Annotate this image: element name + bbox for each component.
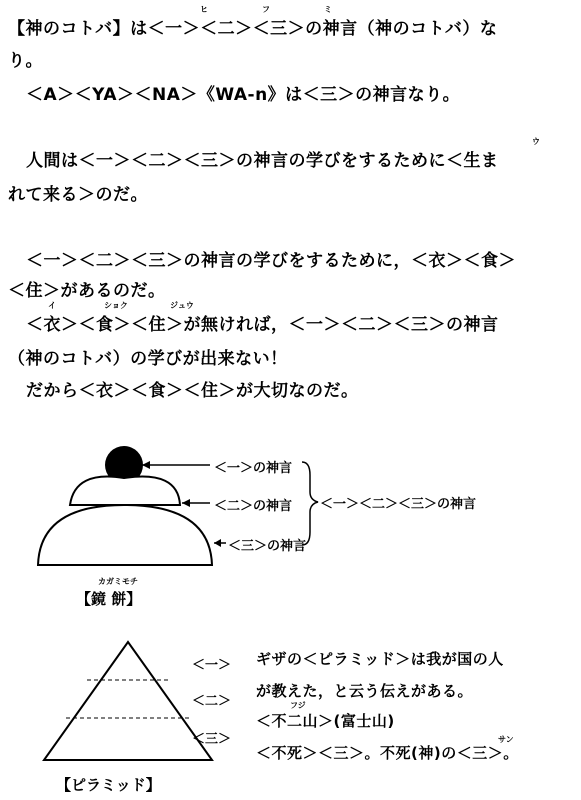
text-line-6: ＜一＞＜二＞＜三＞の神言の学びをするために，＜衣＞＜食＞ [26, 251, 516, 271]
text-line-9: （神のコトバ）の学びが出来ない！ [8, 349, 288, 369]
mochi-upper [70, 477, 180, 505]
text-line-1: 【神のコトバ】は＜一＞＜二＞＜三＞の神言（神のコトバ）な [8, 19, 498, 39]
text-line-4: 人間は＜一＞＜二＞＜三＞の神言の学びをするために＜生ま [26, 151, 499, 171]
pyramid-mark-1: ＜一＞ [192, 658, 232, 673]
pyramid-text-2: が教えた，と云う伝えがある。 [256, 682, 474, 700]
text-line-7: ＜住＞があるのだ。 [8, 281, 166, 301]
pyramid-text-3-ruby: フジ [290, 701, 306, 710]
text-line-3: ＜A＞＜YA＞＜NA＞《WA-n》は＜三＞の神言なり。 [26, 85, 461, 105]
pyramid-text-3: ＜不二山＞(富士山) [256, 712, 395, 730]
kagami-label-3: ＜三＞の神言 [228, 539, 307, 554]
pyramid-caption: 【ピラミッド】 [56, 776, 161, 794]
ruby-hi: ヒ [200, 5, 208, 14]
pyramid-shape [44, 642, 212, 760]
pyramid-text-1: ギザの＜ピラミッド＞は我が国の人 [256, 650, 504, 668]
ruby-mi: ミ [324, 5, 332, 14]
ruby-fu: フ [262, 5, 270, 14]
text-line-2: り。 [8, 51, 43, 71]
text-line-5: れて来る＞のだ。 [8, 185, 148, 205]
kagami-summary: ＜一＞＜二＞＜三＞の神言 [320, 497, 477, 512]
kagami-label-2: ＜二＞の神言 [214, 499, 293, 514]
ruby-i: イ [48, 301, 56, 310]
kagami-label-1: ＜一＞の神言 [214, 461, 293, 476]
text-line-10: だから＜衣＞＜食＞＜住＞が大切なのだ。 [26, 381, 359, 401]
pyramid-text-4-ruby: サン [498, 735, 514, 744]
ruby-u: ウ [532, 137, 540, 146]
pyramid-mark-3: ＜三＞ [192, 732, 232, 747]
pyramid-mark-2: ＜二＞ [192, 694, 232, 709]
pyramid-text-4: ＜不死＞＜三＞。不死(神)の＜三＞。 [256, 744, 519, 762]
kagami-caption-ruby: カガミモチ [98, 577, 138, 586]
ruby-shoku: ショク [104, 301, 128, 310]
text-line-8: ＜衣＞＜食＞＜住＞が無ければ，＜一＞＜二＞＜三＞の神言 [26, 315, 499, 335]
mochi-lower [38, 505, 212, 565]
kagami-caption: 【鏡 餅】 [76, 590, 142, 608]
ruby-juu: ジュウ [170, 301, 194, 310]
brace [302, 462, 318, 545]
